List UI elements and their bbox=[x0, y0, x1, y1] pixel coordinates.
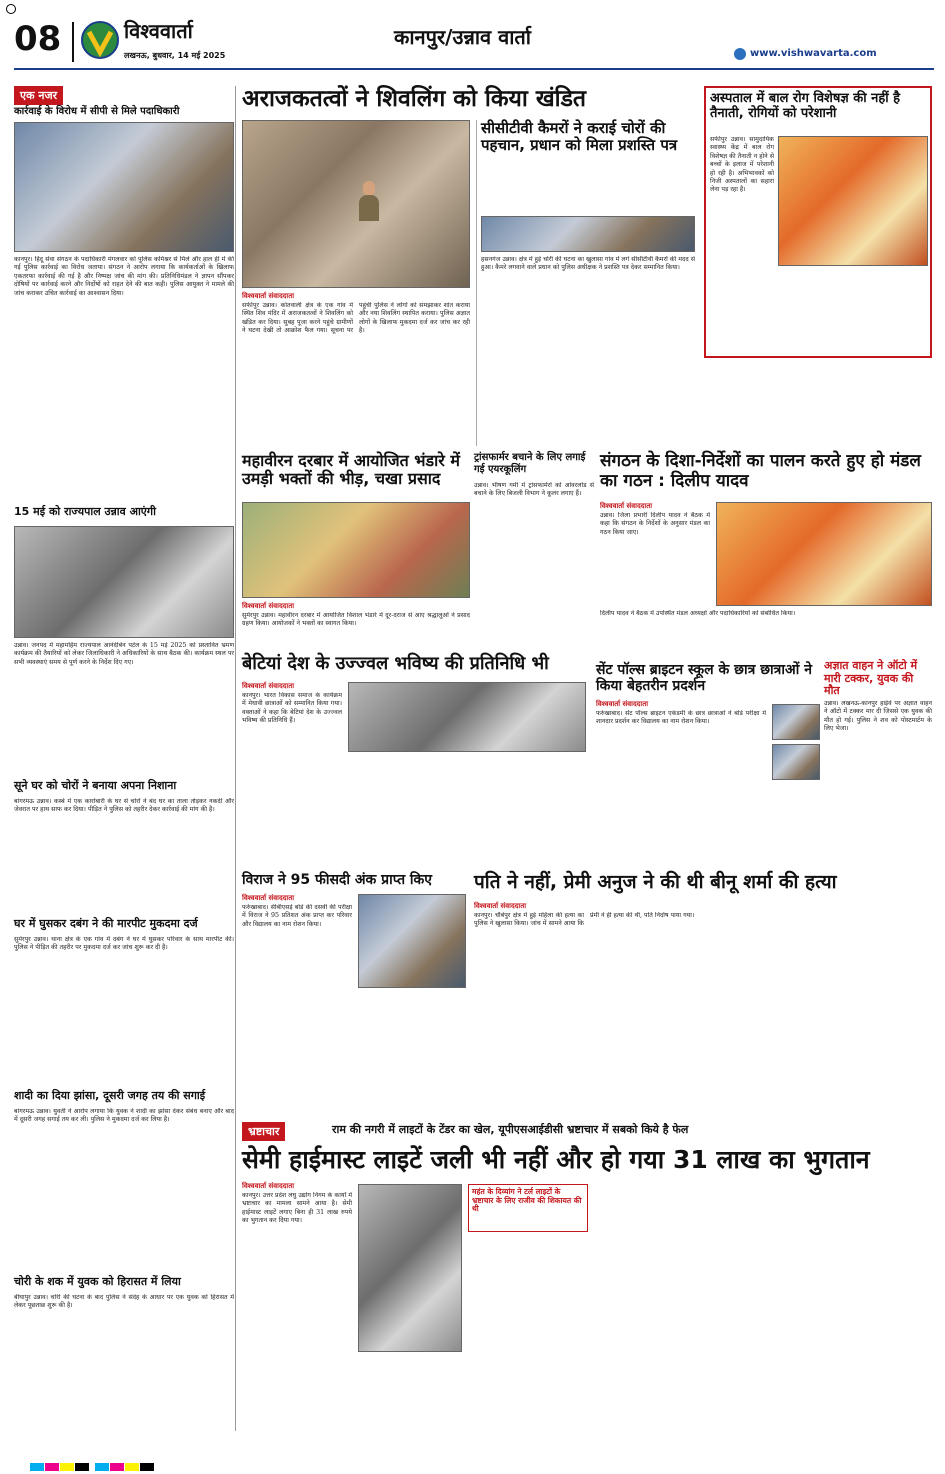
sangathan-body: उन्नाव। जिला प्रभारी दिलीप यादव ने बैठक में कहा कि संगठन के निर्देशों के अनुसार मंडल का गठन किया जाए। bbox=[600, 512, 710, 536]
news-photo bbox=[481, 216, 695, 252]
person bbox=[363, 181, 375, 195]
globe-icon bbox=[734, 48, 746, 60]
news-photo bbox=[14, 526, 234, 638]
page-number-divider bbox=[72, 22, 74, 62]
accident-story bbox=[824, 660, 932, 890]
byline: विश्ववार्ता संवाददाता bbox=[242, 602, 295, 610]
hospital-body: सफीपुर उन्नाव। सामुदायिक स्वास्थ्य केंद्र में बाल रोग विशेषज्ञ की तैनाती न होने से बच्चों के इलाज में परेशानी हो रही है। अभिभावकों को निजी अस्पतालों का सहारा लेना पड़ रहा है। bbox=[710, 136, 774, 194]
dateline: लखनऊ, बुधवार, 14 मई 2025 bbox=[124, 51, 226, 60]
news-photo bbox=[242, 502, 470, 598]
betiyan-story bbox=[242, 654, 586, 868]
story-headline: घर में घुसकर दबंग ने की मारपीट मुकदमा दर्ज bbox=[14, 917, 198, 930]
story-body: बांगरमऊ उन्नाव। कस्बे में एक कारोबारी के घर से चोरों ने बंद घर का ताला तोड़कर नकदी और जेवरात पर हाथ साफ कर दिया। पीड़ित ने पुलिस को तहरीर देकर कार्रवाई की मांग की है। bbox=[14, 798, 234, 814]
news-photo bbox=[348, 682, 586, 752]
viraj-story bbox=[242, 872, 466, 1118]
accident-body: उन्नाव। लखनऊ-कानपुर हाईवे पर अज्ञात वाहन ने ऑटो में टक्कर मार दी जिससे एक युवक की मौत हो गई। पुलिस ने शव को पोस्टमार्टम के लिए भेजा। bbox=[824, 700, 932, 733]
stpauls-story bbox=[596, 662, 820, 858]
news-photo bbox=[14, 122, 234, 252]
left-column bbox=[14, 86, 236, 1431]
bhandara-headline: महावीरन दरबार में आयोजित भंडारे में उमड़ी भक्तों की भीड़, चखा प्रसाद bbox=[242, 451, 460, 489]
strap-headline: राम की नगरी में लाइटों के टेंडर का खेल, यूपीएसआईडीसी भ्रष्टाचार में सबको किये है फेल bbox=[332, 1123, 689, 1136]
page-number: 08 bbox=[14, 19, 62, 59]
murder-headline: पति ने नहीं, प्रेमी अनुज ने की थी बीनू शर्मा की हत्या bbox=[474, 871, 837, 893]
betiyan-body: कानपुर। भारत विकास समाज के कार्यक्रम में मेधावी छात्राओं को सम्मानित किया गया। वक्ताओं ने कहा कि बेटियां देश के उज्ज्वल भविष्य की प्रतिनिधि हैं। bbox=[242, 692, 342, 725]
story-headline: चोरी के शक में युवक को हिरासत में लिया bbox=[14, 1275, 181, 1288]
byline: विश्ववार्ता संवाददाता bbox=[474, 902, 527, 910]
paper-logo-icon bbox=[80, 20, 120, 60]
cctv-body: हसनगंज उन्नाव। क्षेत्र में हुई चोरी की घटना का खुलासा गांव में लगे सीसीटीवी कैमरों की मदद से हुआ। कैमरे लगवाने वाले प्रधान को पुलिस अधीक्षक ने प्रशस्ति पत्र देकर सम्मानित किया। bbox=[481, 256, 695, 272]
color-bar bbox=[30, 1456, 915, 1466]
news-photo bbox=[358, 1184, 462, 1352]
story-body: बांगरमऊ उन्नाव। युवती ने आरोप लगाया कि युवक ने शादी का झांसा देकर संबंध बनाए और बाद में दूसरी जगह सगाई तय कर ली। पुलिस ने मुकदमा दर्ज कर लिया है। bbox=[14, 1108, 234, 1124]
photo-caption: दिलीप यादव ने बैठक में उपस्थित मंडल अध्यक्षों और पदाधिकारियों को संबोधित किया। bbox=[600, 610, 796, 617]
hospital-body-cont bbox=[710, 270, 928, 352]
story-headline: कार्रवाई के विरोध में सीपी से मिले पदाधिकारी bbox=[14, 106, 180, 117]
bhrashtachar-body: कानपुर। उत्तर प्रदेश लघु उद्योग निगम के कार्यों में भ्रष्टाचार का मामला सामने आया है। सेमी हाईमास्ट लाइटें लगाए बिना ही 31 लाख रुपये का भुगतान कर दिया गया। bbox=[242, 1192, 352, 1225]
byline: विश्ववार्ता संवाददाता bbox=[242, 292, 295, 300]
section-title: कानपुर/उन्नाव वार्ता bbox=[394, 25, 531, 49]
betiyan-headline: बेटियां देश के उज्ज्वल भविष्य की प्रतिनिधि भी bbox=[242, 653, 549, 674]
news-photo bbox=[358, 894, 466, 988]
transformer-headline: ट्रांसफार्मर बचाने के लिए लगाई गई एयरकूलिंग bbox=[474, 452, 586, 475]
bhandara-body: सुमेरपुर उन्नाव। महावीरन दरबार में आयोजित विशाल भंडारे में दूर-दराज से आए श्रद्धालुओं ने प्रसाद ग्रहण किया। आयोजकों ने भक्तों का स्वागत किया। bbox=[242, 612, 470, 628]
viraj-headline: विराज ने 95 फीसदी अंक प्राप्त किए bbox=[242, 872, 433, 888]
story-body: सुमेरपुर उन्नाव। थाना क्षेत्र के एक गांव में दबंग ने घर में घुसकर परिवार के साथ मारपीट की। पुलिस ने पीड़ित की तहरीर पर मुकदमा दर्ज कर जांच शुरू कर दी है। bbox=[14, 936, 234, 952]
hospital-story bbox=[704, 86, 932, 358]
lead-photo bbox=[242, 120, 470, 288]
lead-headline: अराजकतत्वों ने शिवलिंग को किया खंडित bbox=[242, 86, 587, 112]
registration-mark bbox=[6, 4, 16, 14]
highlight-box bbox=[468, 1184, 588, 1232]
viraj-body: फर्रुखाबाद। सीबीएसई बोर्ड की दसवीं की परीक्षा में विराज ने 95 प्रतिशत अंक प्राप्त कर परिवार और विद्यालय का नाम रोशन किया। bbox=[242, 904, 352, 928]
byline: विश्ववार्ता संवाददाता bbox=[596, 700, 649, 708]
story-body: उन्नाव। जनपद में महामहिम राज्यपाल आनंदीबेन पटेल के 15 मई 2025 को प्रस्तावित भ्रमण कार्यक्रम की तैयारियों को लेकर जिलाधिकारी ने अधिकारियों के साथ बैठक की। कार्यक्रम स्थल पर सभी व्यवस्थाएं समय से पूर्ण करने के निर्देश दिए गए। bbox=[14, 642, 234, 666]
transformer-body: उन्नाव। भीषण गर्मी में ट्रांसफार्मरों को ओवरलोड से बचाने के लिए बिजली विभाग ने कूलर लगाए हैं। bbox=[474, 482, 594, 498]
bhrashtachar-body-cont bbox=[468, 1236, 932, 1432]
student-photo bbox=[772, 704, 820, 740]
main-headline: सेमी हाईमास्ट लाइटें जली भी नहीं और हो गया 31 लाख का भुगतान bbox=[242, 1145, 870, 1174]
story-body: बीघापुर उन्नाव। चोरी की घटना के बाद पुलिस ने संदेह के आधार पर एक युवक को हिरासत में लेकर पूछताछ शुरू की है। bbox=[14, 1294, 234, 1310]
section-tag: भ्रष्टाचार bbox=[242, 1122, 285, 1141]
lead-story bbox=[242, 86, 698, 448]
lead-body: सफीपुर उन्नाव। कोतवाली क्षेत्र के एक गांव में स्थित शिव मंदिर में अराजकतत्वों ने शिवलिंग को खंडित कर दिया। सुबह पूजा करने पहुंचे ग्रामीणों ने घटना देखी तो आक्रोश फैल गया। सूचना पर पहुंची पुलिस ने लोगों को समझाकर शांत कराया और नया शिवलिंग स्थापित कराया। पुलिस अज्ञात लोगों के खिलाफ मुकदमा दर्ज कर जांच कर रही है। bbox=[242, 302, 470, 335]
news-photo bbox=[778, 136, 928, 266]
murder-body: कानपुर। चौबेपुर क्षेत्र में हुई महिला की हत्या का पुलिस ने खुलासा किया। जांच में सामने आया कि प्रेमी ने ही हत्या की थी, पति निर्दोष पाया गया। bbox=[474, 912, 695, 928]
paper-name: विश्ववार्ता bbox=[124, 19, 193, 43]
story-headline: सूने घर को चोरों ने बनाया अपना निशाना bbox=[14, 779, 177, 792]
person bbox=[359, 195, 379, 221]
highlight-text: महंत के दिव्यांग ने टर्ल लाइटों के भ्रष्टाचार के लिए राजीव की शिकायत की थी bbox=[472, 1187, 582, 1214]
masthead bbox=[14, 18, 934, 70]
cctv-box bbox=[476, 120, 698, 446]
byline: विश्ववार्ता संवाददाता bbox=[242, 682, 295, 690]
murder-story bbox=[474, 872, 932, 1118]
bhandara-story bbox=[242, 452, 470, 650]
news-photo bbox=[716, 502, 932, 606]
story-headline: शादी का दिया झांसा, दूसरी जगह तय की सगाई bbox=[14, 1089, 206, 1102]
betiyan-body-cont bbox=[348, 756, 586, 868]
story-headline: 15 मई को राज्यपाल उन्नाव आएंगी bbox=[14, 505, 156, 518]
accident-headline: अज्ञात वाहन ने ऑटो में मारी टक्कर, युवक की मौत bbox=[824, 659, 918, 698]
byline: विश्ववार्ता संवाददाता bbox=[242, 1182, 295, 1190]
byline: विश्ववार्ता संवाददाता bbox=[600, 502, 653, 510]
stpauls-headline: सेंट पॉल्स ब्राइटन स्कूल के छात्र छात्राओं ने किया बेहतरीन प्रदर्शन bbox=[596, 662, 812, 695]
website[interactable]: www.vishwavarta.com bbox=[750, 48, 877, 59]
sangathan-story bbox=[600, 452, 932, 650]
student-photo bbox=[772, 744, 820, 780]
sangathan-headline: संगठन के दिशा-निर्देशों का पालन करते हुए हो मंडल का गठन : दिलीप यादव bbox=[600, 451, 921, 491]
hospital-headline: अस्पताल में बाल रोग विशेषज्ञ की नहीं है तैनाती, रोगियों को परेशानी bbox=[710, 91, 901, 121]
transformer-story bbox=[474, 452, 594, 650]
stpauls-body: फर्रुखाबाद। सेंट पॉल्स ब्राइटन एकेडमी के छात्र छात्राओं ने बोर्ड परीक्षा में शानदार प्रदर्शन कर विद्यालय का नाम रोशन किया। bbox=[596, 710, 766, 726]
story-body: कानपुर। हिंदू सेवा संगठन के पदाधिकारी मंगलवार को पुलिस कमिश्नर से मिले और हाल ही में की गई पुलिस कार्रवाई का विरोध जताया। संगठन ने आरोप लगाया कि कार्यकर्ताओं के खिलाफ एकतरफा कार्रवाई की गई है और निष्पक्ष जांच की मांग की। प्रतिनिधिमंडल ने ज्ञापन सौंपकर दोषियों पर कार्रवाई करने और निर्दोषों को राहत देने की बात कही। पुलिस आयुक्त ने मामले की जांच कराकर उचित कार्रवाई का आश्वासन दिया। bbox=[14, 256, 234, 297]
cctv-headline: सीसीटीवी कैमरों ने कराई चोरों की पहचान, प्रधान को मिला प्रशस्ति पत्र bbox=[481, 119, 678, 155]
bhrashtachar-story bbox=[242, 1122, 932, 1434]
byline: विश्ववार्ता संवाददाता bbox=[242, 894, 295, 902]
section-tag: एक नजर bbox=[14, 86, 63, 105]
